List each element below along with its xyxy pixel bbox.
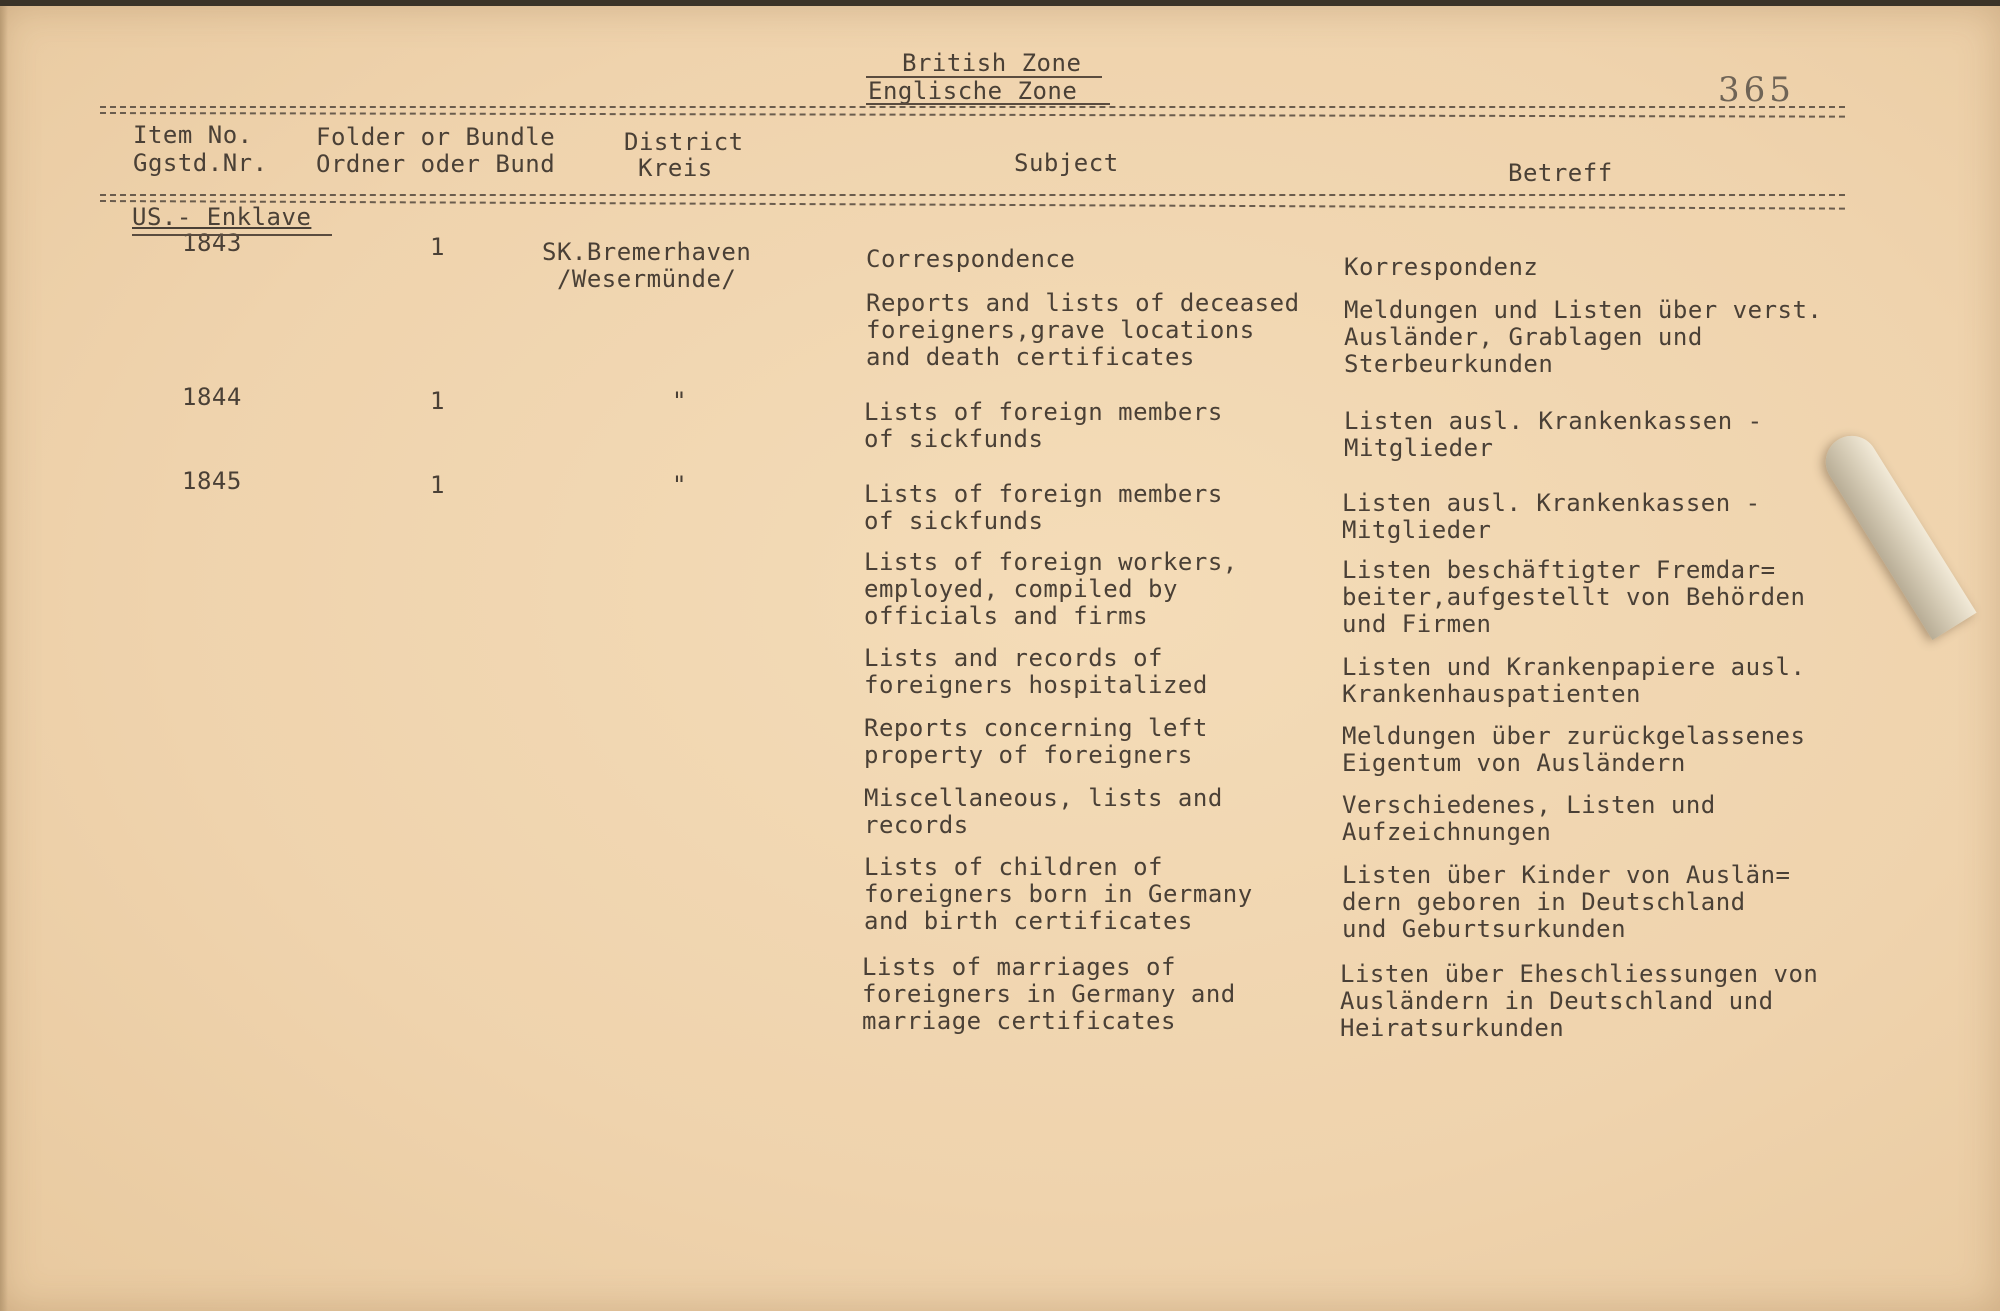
col-subject: Subject — [1014, 149, 1119, 177]
betreff-entry: Korrespondenz — [1344, 253, 1539, 281]
col-betreff: Betreff — [1508, 159, 1613, 187]
top-rule-1 — [100, 106, 1845, 108]
section-underline — [132, 234, 332, 236]
district-ditto: " — [672, 387, 687, 415]
subject-entry: Correspondence — [866, 245, 1076, 273]
section-title: US.- Enklave — [132, 203, 312, 231]
folder-count: 1 — [430, 387, 445, 415]
subject-entry: Lists of foreign workers, employed, compiled by officials and firms — [864, 548, 1238, 630]
betreff-entry: Listen über Eheschliessungen von Ausländern in Deutschland und Heiratsurkunden — [1340, 960, 1819, 1042]
col-folder-de: Ordner oder Bund — [316, 150, 556, 178]
betreff-entry: Listen ausl. Krankenkassen - Mitglieder — [1344, 407, 1763, 462]
district-ditto: " — [672, 471, 687, 499]
item-number: 1845 — [182, 467, 242, 495]
betreff-entry: Listen beschäftigter Fremdar= beiter,aufgestellt von Behörden und Firmen — [1342, 556, 1806, 638]
page-edge — [0, 6, 8, 1311]
col-item-de: Ggstd.Nr. — [133, 149, 268, 177]
district: SK.Bremerhaven /Wesermünde/ — [542, 238, 752, 293]
betreff-entry: Meldungen über zurückgelassenes Eigentum von Ausländern — [1342, 722, 1806, 777]
zone-title-en: British Zone — [902, 49, 1082, 77]
col-district-de: Kreis — [638, 154, 713, 182]
document-page — [0, 6, 2000, 1311]
subject-entry: Reports concerning left property of foreigners — [864, 714, 1208, 769]
subject-entry: Reports and lists of deceased foreigners,grave locations and death certificates — [866, 289, 1300, 371]
betreff-entry: Meldungen und Listen über verst. Ausländer, Grablagen und Sterbeurkunden — [1344, 296, 1823, 378]
page-number: 365 — [1718, 70, 1795, 110]
betreff-entry: Listen über Kinder von Auslän= dern geboren in Deutschland und Geburtsurkunden — [1342, 861, 1791, 943]
header-bottom-rule-1 — [100, 194, 1845, 196]
top-rule-2 — [100, 112, 1845, 118]
subject-entry: Lists of marriages of foreigners in Germany and marriage certificates — [862, 953, 1236, 1035]
subject-entry: Lists of foreign members of sickfunds — [864, 398, 1223, 453]
tweezers-tool — [1816, 426, 1977, 640]
item-number: 1843 — [182, 229, 242, 257]
header-bottom-rule-2 — [100, 200, 1845, 210]
col-district-en: District — [624, 128, 744, 156]
item-number: 1844 — [182, 383, 242, 411]
folder-count: 1 — [430, 471, 445, 499]
zone-title-de-underline — [866, 103, 1110, 105]
betreff-entry: Listen und Krankenpapiere ausl. Krankenhauspatienten — [1342, 653, 1806, 708]
betreff-entry: Listen ausl. Krankenkassen - Mitglieder — [1342, 489, 1761, 544]
subject-entry: Lists of foreign members of sickfunds — [864, 480, 1223, 535]
subject-entry: Lists and records of foreigners hospitalized — [864, 644, 1208, 699]
col-item-en: Item No. — [133, 121, 253, 149]
zone-title-de: Englische Zone — [868, 77, 1078, 105]
subject-entry: Miscellaneous, lists and records — [864, 784, 1223, 839]
subject-entry: Lists of children of foreigners born in Germany and birth certificates — [864, 853, 1253, 935]
betreff-entry: Verschiedenes, Listen und Aufzeichnungen — [1342, 791, 1716, 846]
folder-count: 1 — [430, 233, 445, 261]
col-folder-en: Folder or Bundle — [316, 123, 556, 151]
